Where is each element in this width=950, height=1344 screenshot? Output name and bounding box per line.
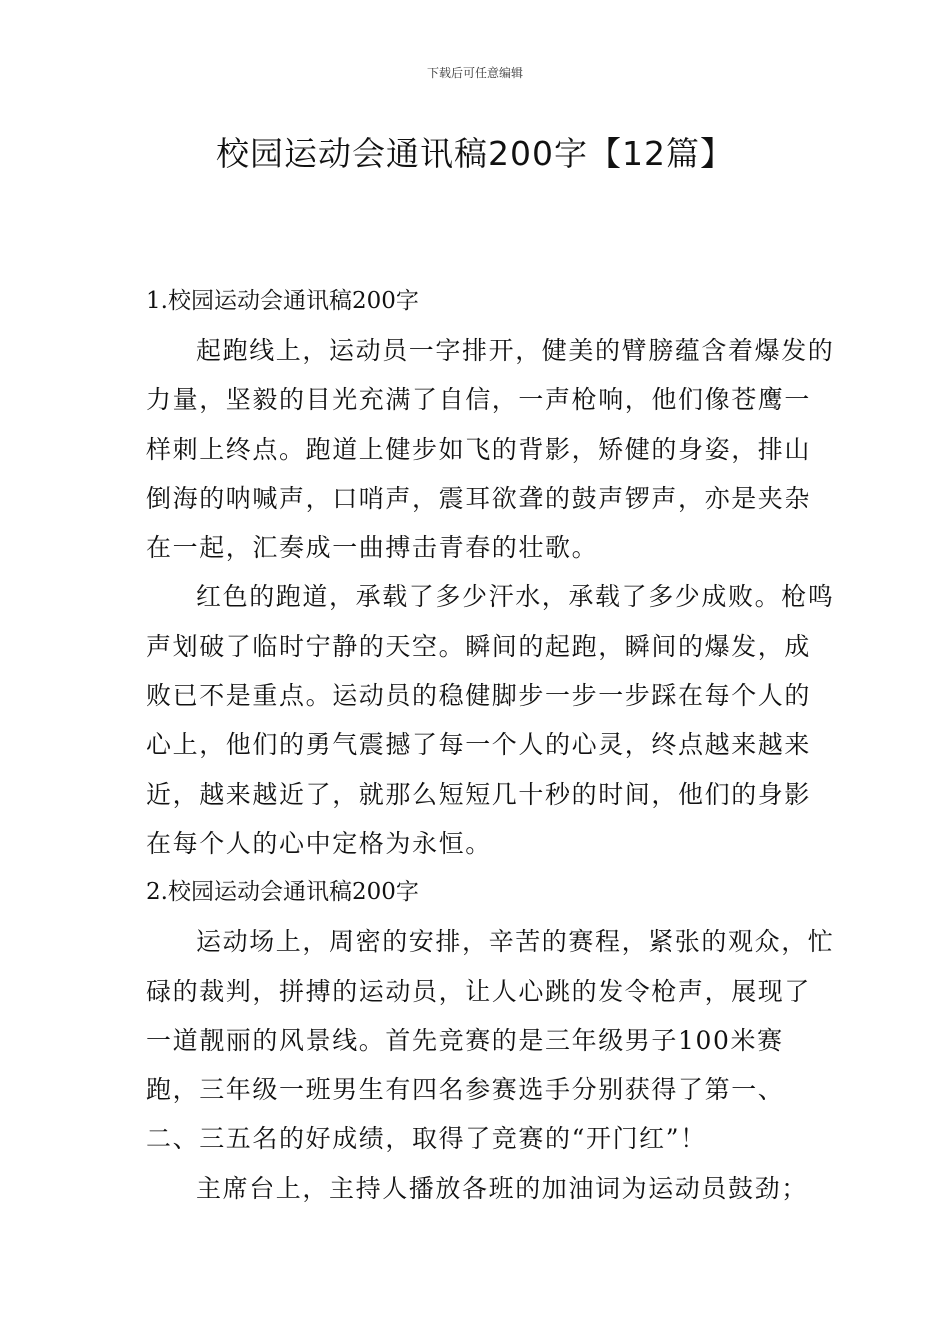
paragraph: 主席台上，主持人播放各班的加油词为运动员鼓劲；	[196, 1173, 808, 1203]
header-note: 下载后可任意编辑	[426, 66, 523, 80]
paragraph: 运动场上，周密的安排，辛苦的赛程，紧张的观众，忙碌的裁判，拼搏的运动员，让人心跳的发令枪声，展现了一道靓丽的风景线。首先竞赛的是三年级男子100米赛跑，三年级一班男生有四名参赛选手分别获得了第一、二、三五名的好成绩，取得了竞赛的“开门红”！	[146, 927, 835, 1154]
document-title: 校园运动会通讯稿200字【12篇】	[216, 134, 734, 173]
section-2	[146, 868, 836, 1213]
section-1	[146, 277, 836, 868]
paragraph: 起跑线上，运动员一字排开，健美的臂膀蕴含着爆发的力量，坚毅的目光充满了自信，一声枪响，他们像苍鹰一样刺上终点。跑道上健步如飞的背影，矫健的身姿，排山倒海的呐喊声，口哨声，震耳欲聋的鼓声锣声，亦是夹杂在一起，汇奏成一曲搏击青春的壮歌。	[146, 336, 835, 563]
document-body	[146, 277, 836, 1213]
section-heading: 2.校园运动会通讯稿200字	[146, 879, 419, 906]
paragraph: 红色的跑道，承载了多少汗水，承载了多少成败。枪鸣声划破了临时宁静的天空。瞬间的起跑，瞬间的爆发，成败已不是重点。运动员的稳健脚步一步一步踩在每个人的心上，他们的勇气震撼了每一个人的心灵，终点越来越来近，越来越近了，就那么短短几十秒的时间，他们的身影在每个人的心中定格为永恒。	[146, 582, 835, 858]
section-heading: 1.校园运动会通讯稿200字	[146, 288, 419, 314]
